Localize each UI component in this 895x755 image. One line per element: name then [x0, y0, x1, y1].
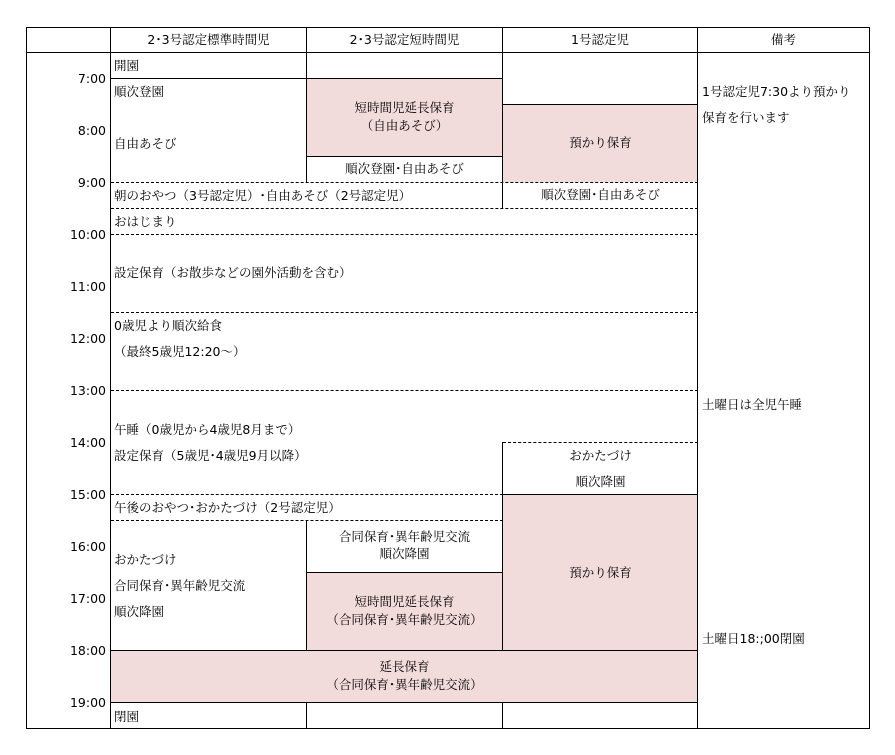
departure-label: 順次降園	[114, 604, 165, 619]
time-label: 11:00	[69, 279, 106, 294]
azukari-pm-label: 預かり保育	[569, 565, 632, 580]
time-label: 10:00	[69, 227, 106, 242]
set-care-5-label: 設定保育（5歳児･4歳児9月以降）	[114, 448, 307, 463]
afternoon-snack-label: 午後のおやつ･おかたづけ（2号認定児）	[114, 500, 341, 515]
arrival-label: 順次登園	[114, 84, 165, 99]
free-play-label: 自由あそび	[114, 136, 177, 151]
note-saturday-close: 土曜日18:;00閉園	[702, 631, 805, 646]
time-label: 14:00	[69, 435, 106, 450]
morning-snack-label: 朝のおやつ（3号認定児）･自由あそび（2号認定児）	[114, 188, 412, 203]
lunch-label: 0歳児より順次給食	[114, 318, 222, 333]
time-label: 9:00	[77, 175, 106, 190]
time-label: 7:00	[77, 71, 106, 86]
header-notes: 備考	[770, 32, 796, 47]
note-saturday-nap: 土曜日は全児午睡	[702, 397, 803, 412]
type1-arrival-play-label: 順次登園･自由あそび	[541, 187, 660, 202]
azukari-am-label: 預かり保育	[569, 135, 632, 150]
header-standard: 2･3号認定標準時間児	[147, 32, 270, 47]
set-care-label: 設定保育（お散歩などの園外活動を含む）	[114, 265, 352, 280]
short-ext-pm-label: 短時間児延長保育	[354, 594, 455, 609]
note-type1-line1: 1号認定児7:30より預かり	[702, 84, 851, 99]
short-departure-label: 順次降園	[379, 546, 430, 561]
short-joint-label: 合同保育･異年齢児交流	[338, 529, 471, 544]
time-label: 18:00	[69, 643, 106, 658]
close-label: 閉園	[114, 709, 140, 724]
time-label: 17:00	[69, 591, 106, 606]
nap-label: 午睡（0歳児から4歳児8月まで）	[114, 422, 301, 437]
time-label: 8:00	[77, 123, 106, 138]
note-type1-line2: 保育を行います	[702, 110, 790, 125]
short-arrival-play-label: 順次登園･自由あそび	[345, 161, 464, 176]
time-label: 16:00	[69, 539, 106, 554]
ohajimari-label: おはじまり	[114, 214, 177, 229]
short-ext-am-label: 短時間児延長保育	[354, 100, 455, 115]
extended-care-label: 延長保育	[379, 659, 430, 674]
type1-departure-label: 順次降園	[575, 474, 626, 489]
open-label: 開園	[114, 58, 140, 73]
lunch-note-label: （最終5歳児12:20〜）	[114, 344, 246, 359]
time-label: 12:00	[69, 331, 106, 346]
time-label: 19:00	[69, 695, 106, 710]
time-label: 13:00	[69, 383, 106, 398]
header-type1: 1号認定児	[571, 32, 629, 47]
tidy-label: おかたづけ	[114, 552, 177, 567]
time-label: 15:00	[69, 487, 106, 502]
extended-care-sub-label: （合同保育･異年齢児交流）	[326, 677, 483, 692]
short-ext-am-sub-label: （自由あそび）	[360, 118, 449, 133]
joint-care-label: 合同保育･異年齢児交流	[114, 578, 246, 593]
short-ext-pm-sub-label: （合同保育･異年齢児交流）	[326, 612, 483, 627]
header-short: 2･3号認定短時間児	[349, 32, 460, 47]
type1-tidy-label: おかたづけ	[569, 448, 632, 463]
